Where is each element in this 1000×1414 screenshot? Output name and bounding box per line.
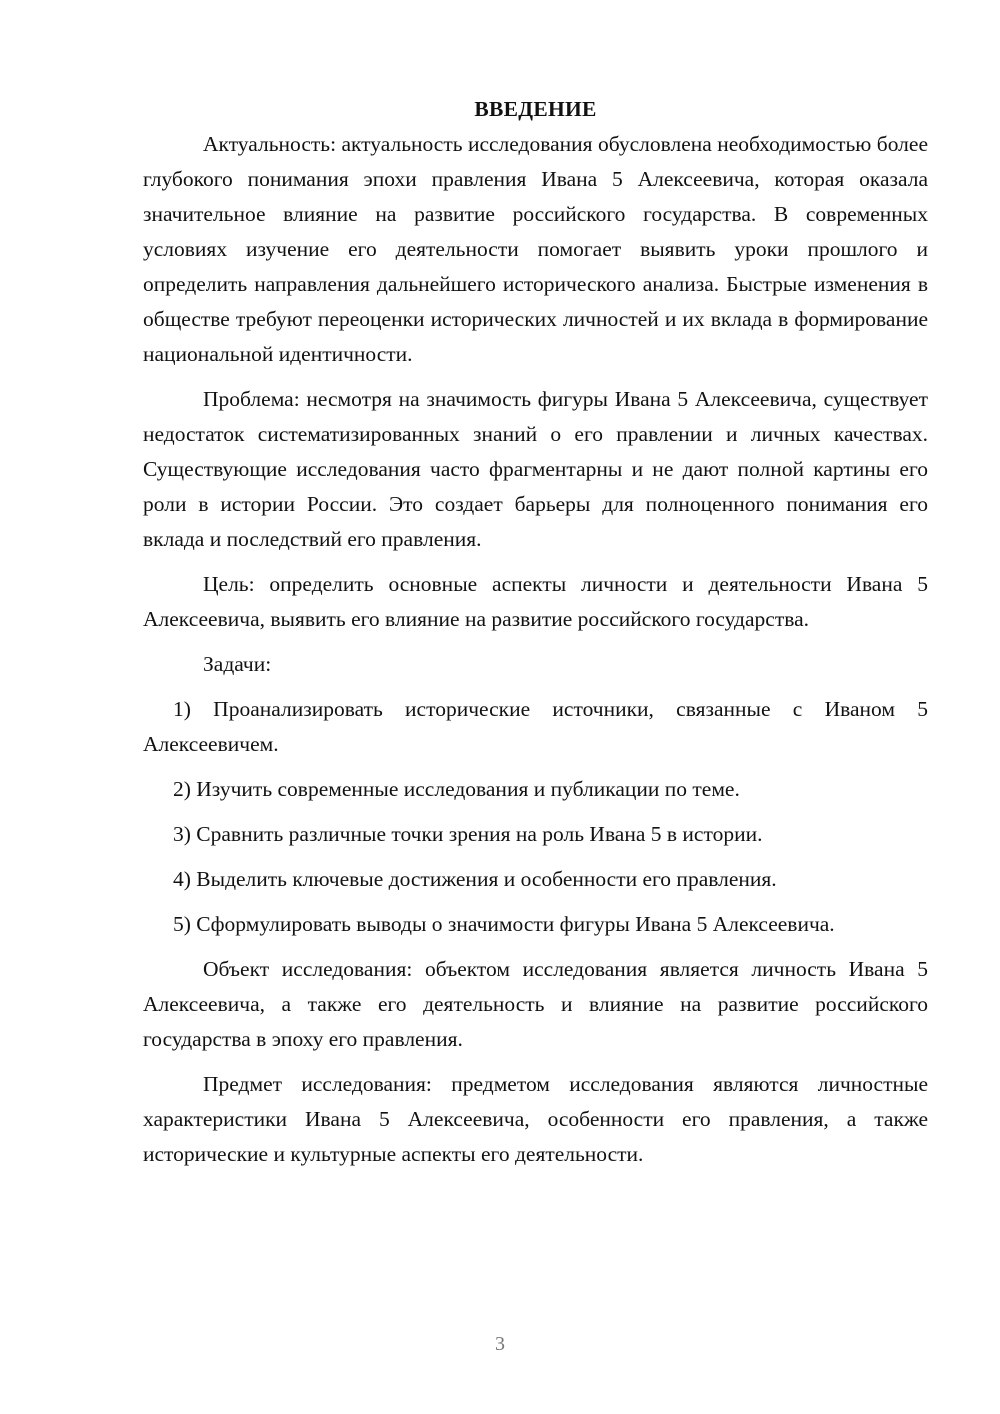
page-number: 3 (495, 1333, 505, 1355)
task-item-5: 5) Сформулировать выводы о значимости фигуры Ивана 5 Алексеевича. (173, 912, 835, 936)
task-item-1: 1) Проанализировать исторические источники, связанные с Иваном 5 Алексеевичем. (143, 697, 928, 756)
paragraph-subject: Предмет исследования: предметом исследования являются личностные характеристики Ивана 5 Алексеевича, особенности его правления, а также исторические и культурные аспекты его деятельности. (143, 1072, 928, 1166)
task-item-3: 3) Сравнить различные точки зрения на роль Ивана 5 в истории. (173, 822, 763, 846)
tasks-label: Задачи: (203, 652, 272, 676)
task-item-2: 2) Изучить современные исследования и публикации по теме. (173, 777, 740, 801)
paragraph-problem: Проблема: несмотря на значимость фигуры Ивана 5 Алексеевича, существует недостаток систематизированных знаний о его правлении и личных качествах. Существующие исследования часто фрагментарны и не дают полной картины его роли в истории России. Это создает барьеры для полноценного понимания его вклада и последствий его правления. (143, 387, 928, 551)
paragraph-goal: Цель: определить основные аспекты личности и деятельности Ивана 5 Алексеевича, выявить его влияние на развитие российского государства. (143, 572, 928, 631)
paragraph-relevance: Актуальность: актуальность исследования обусловлена необходимостью более глубокого понимания эпохи правления Ивана 5 Алексеевича, которая оказала значительное влияние на развитие российского государства. В современных условиях изучение его деятельности помогает выявить уроки прошлого и определить направления дальнейшего исторического анализа. Быстрые изменения в обществе требуют переоценки исторических личностей и их вклада в формирование национальной идентичности. (143, 132, 928, 366)
document-page (143, 92, 928, 1172)
section-heading: ВВЕДЕНИЕ (474, 97, 597, 121)
task-item-4: 4) Выделить ключевые достижения и особенности его правления. (173, 867, 777, 891)
paragraph-object: Объект исследования: объектом исследования является личность Ивана 5 Алексеевича, а также его деятельность и влияние на развитие российского государства в эпоху его правления. (143, 957, 928, 1051)
